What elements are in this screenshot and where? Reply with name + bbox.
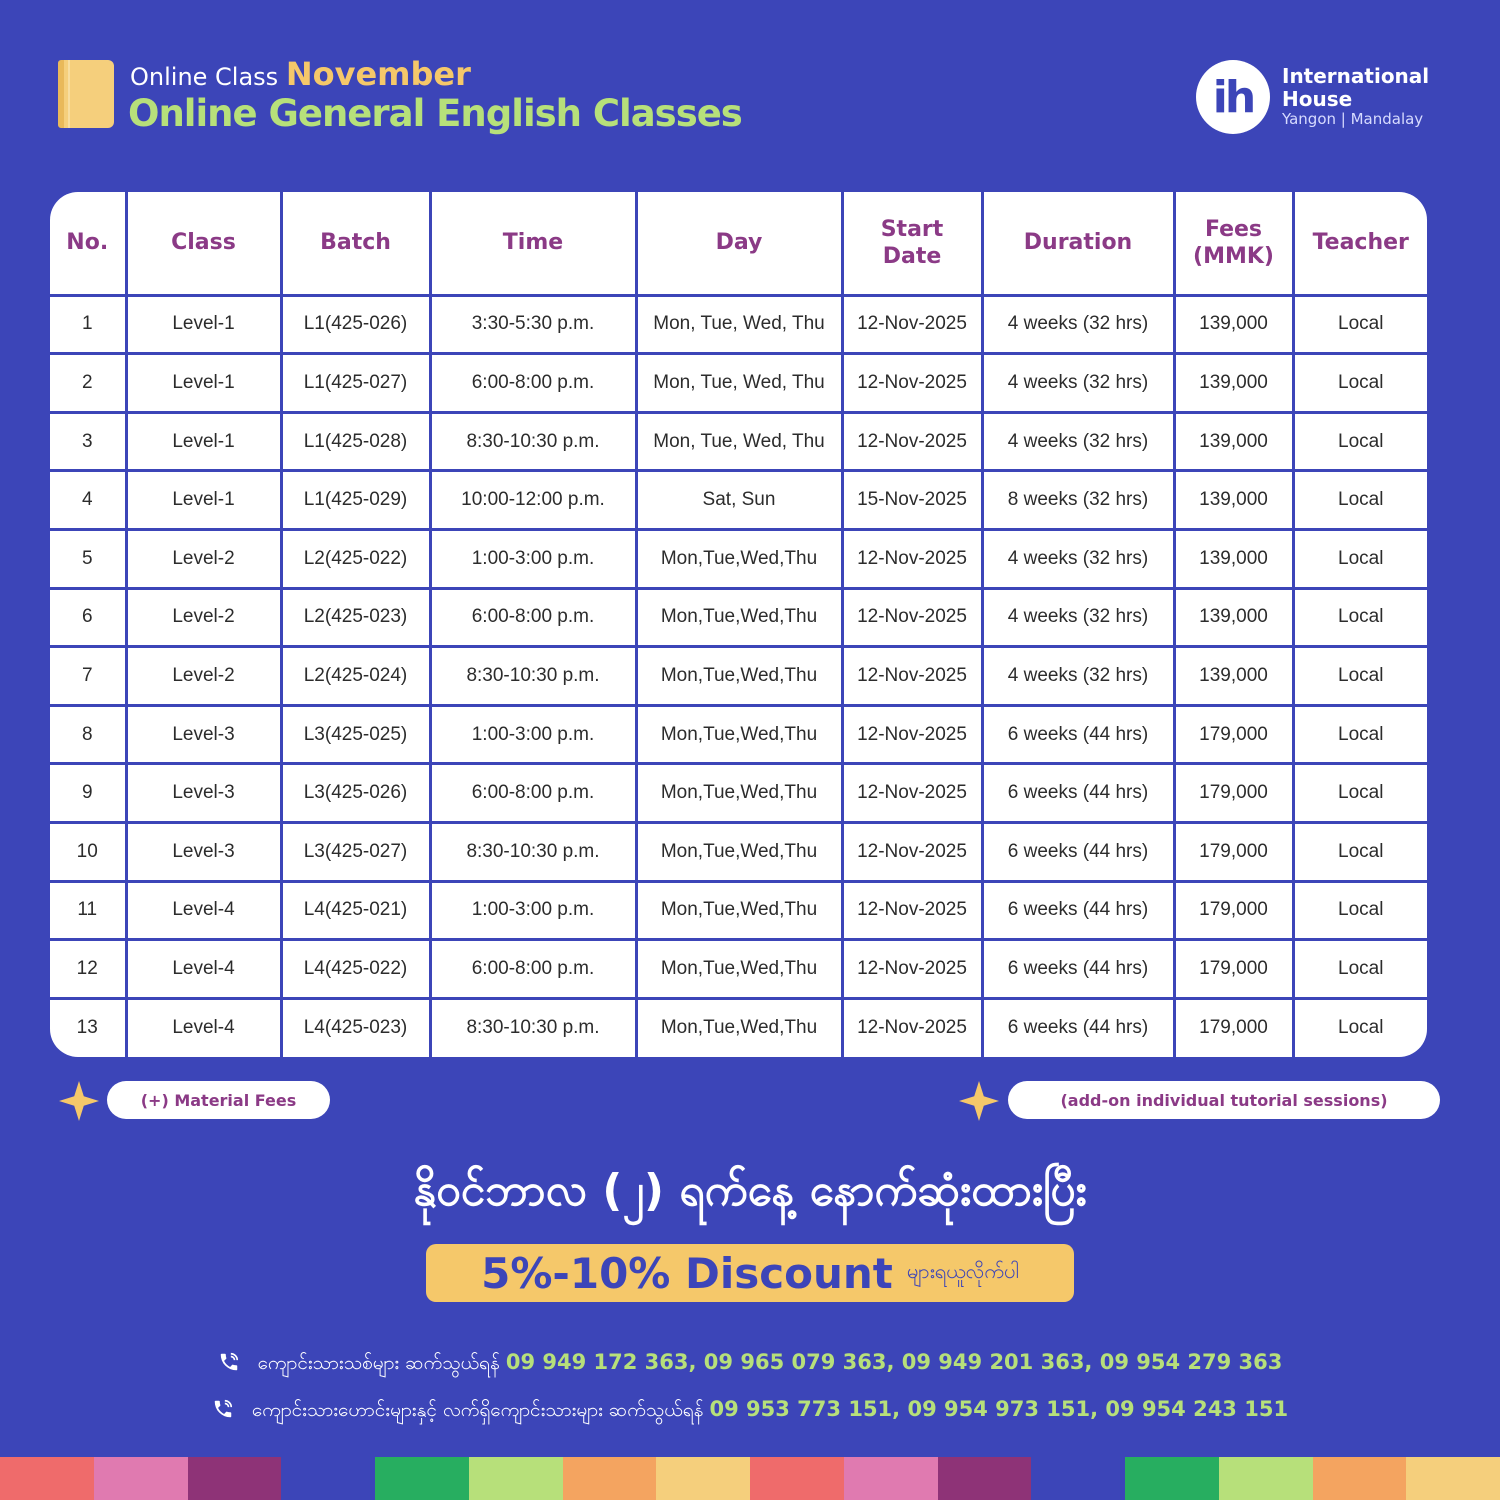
cell-class: Level-1 [126, 412, 281, 471]
color-strip-segment [1406, 1457, 1500, 1500]
color-strip [0, 1457, 1500, 1500]
cell-teacher: Local [1293, 529, 1427, 588]
cell-start-date: 12-Nov-2025 [842, 295, 982, 354]
contact-phones: 09 953 773 151, 09 954 973 151, 09 954 243 151 [709, 1397, 1289, 1421]
cell-fees: 179,000 [1174, 705, 1293, 764]
cell-teacher: Local [1293, 647, 1427, 706]
cell-teacher: Local [1293, 471, 1427, 530]
color-strip-segment [563, 1457, 657, 1500]
cell-time: 8:30-10:30 p.m. [430, 998, 636, 1057]
cell-batch: L1(425-026) [281, 295, 430, 354]
table-row [50, 940, 1427, 999]
title-month: November [285, 55, 471, 93]
cell-no: 2 [50, 354, 126, 413]
cell-batch: L1(425-027) [281, 354, 430, 413]
header-time: Time [430, 192, 636, 295]
cell-no: 12 [50, 940, 126, 999]
cell-batch: L2(425-024) [281, 647, 430, 706]
promo-headline: နိုဝင်ဘာလ (၂) ရက်နေ့ နောက်ဆုံးထားပြီး [413, 1165, 1087, 1216]
phone-icon [212, 1398, 234, 1420]
cell-teacher: Local [1293, 295, 1427, 354]
color-strip-segment [1125, 1457, 1219, 1500]
cell-start-date: 15-Nov-2025 [842, 471, 982, 530]
cell-no: 8 [50, 705, 126, 764]
logo-locations: Yangon | Mandalay [1282, 110, 1424, 128]
page-title: Online General English Classes [128, 92, 742, 135]
cell-teacher: Local [1293, 588, 1427, 647]
color-strip-segment [1031, 1457, 1125, 1500]
discount-text: 5%-10% Discount [481, 1248, 893, 1298]
cell-fees: 139,000 [1174, 471, 1293, 530]
logo-name-line1: International [1282, 64, 1430, 88]
cell-teacher: Local [1293, 940, 1427, 999]
cell-batch: L4(425-021) [281, 881, 430, 940]
cell-fees: 139,000 [1174, 647, 1293, 706]
cell-teacher: Local [1293, 998, 1427, 1057]
contact-new-students [0, 1350, 1500, 1379]
table-row [50, 705, 1427, 764]
cell-class: Level-1 [126, 295, 281, 354]
contact-current-students [0, 1397, 1500, 1426]
table-row [50, 529, 1427, 588]
contact-label: ကျောင်းသားဟောင်းများနှင့် လက်ရှိကျောင်းသားများ ဆက်သွယ်ရန် [251, 1399, 704, 1421]
color-strip-segment [375, 1457, 469, 1500]
cell-time: 1:00-3:00 p.m. [430, 705, 636, 764]
table-row [50, 647, 1427, 706]
header-start-date: Start Date [842, 192, 982, 295]
cell-duration: 4 weeks (32 hrs) [982, 412, 1174, 471]
cell-no: 13 [50, 998, 126, 1057]
contact-label: ကျောင်းသားသစ်များ ဆက်သွယ်ရန် [257, 1352, 500, 1374]
cell-start-date: 12-Nov-2025 [842, 881, 982, 940]
color-strip-segment [938, 1457, 1032, 1500]
cell-teacher: Local [1293, 354, 1427, 413]
cell-day: Mon,Tue,Wed,Thu [636, 940, 842, 999]
cell-teacher: Local [1293, 764, 1427, 823]
color-strip-segment [281, 1457, 375, 1500]
cell-start-date: 12-Nov-2025 [842, 588, 982, 647]
cell-time: 3:30-5:30 p.m. [430, 295, 636, 354]
cell-time: 8:30-10:30 p.m. [430, 647, 636, 706]
cell-day: Mon,Tue,Wed,Thu [636, 588, 842, 647]
cell-day: Mon,Tue,Wed,Thu [636, 822, 842, 881]
cell-start-date: 12-Nov-2025 [842, 529, 982, 588]
title-prefix [130, 55, 471, 93]
sparkle-icon [59, 1081, 99, 1121]
cell-duration: 6 weeks (44 hrs) [982, 998, 1174, 1057]
cell-batch: L3(425-027) [281, 822, 430, 881]
cell-class: Level-3 [126, 705, 281, 764]
table-header-row [50, 192, 1427, 295]
color-strip-segment [0, 1457, 94, 1500]
cell-start-date: 12-Nov-2025 [842, 940, 982, 999]
cell-duration: 4 weeks (32 hrs) [982, 529, 1174, 588]
cell-fees: 139,000 [1174, 354, 1293, 413]
schedule-table [50, 192, 1427, 1057]
header-day: Day [636, 192, 842, 295]
cell-no: 5 [50, 529, 126, 588]
header-class: Class [126, 192, 281, 295]
cell-no: 6 [50, 588, 126, 647]
cell-fees: 139,000 [1174, 412, 1293, 471]
cell-class: Level-3 [126, 822, 281, 881]
cell-day: Mon,Tue,Wed,Thu [636, 647, 842, 706]
color-strip-segment [1313, 1457, 1407, 1500]
table-row [50, 764, 1427, 823]
table-row [50, 998, 1427, 1057]
cell-no: 7 [50, 647, 126, 706]
cell-time: 1:00-3:00 p.m. [430, 881, 636, 940]
logo-name-line2: House [1282, 87, 1353, 111]
cell-fees: 179,000 [1174, 940, 1293, 999]
cell-teacher: Local [1293, 412, 1427, 471]
cell-duration: 4 weeks (32 hrs) [982, 295, 1174, 354]
header-teacher: Teacher [1293, 192, 1427, 295]
cell-fees: 179,000 [1174, 822, 1293, 881]
cell-duration: 4 weeks (32 hrs) [982, 354, 1174, 413]
cell-day: Sat, Sun [636, 471, 842, 530]
cell-duration: 4 weeks (32 hrs) [982, 588, 1174, 647]
cell-day: Mon,Tue,Wed,Thu [636, 998, 842, 1057]
header-no: No. [50, 192, 126, 295]
cell-batch: L2(425-023) [281, 588, 430, 647]
cell-no: 3 [50, 412, 126, 471]
cell-duration: 4 weeks (32 hrs) [982, 647, 1174, 706]
cell-start-date: 12-Nov-2025 [842, 822, 982, 881]
color-strip-segment [94, 1457, 188, 1500]
cell-start-date: 12-Nov-2025 [842, 412, 982, 471]
cell-start-date: 12-Nov-2025 [842, 998, 982, 1057]
table-row [50, 412, 1427, 471]
cell-time: 8:30-10:30 p.m. [430, 412, 636, 471]
discount-suffix: များရယူလိုက်ပါ [906, 1259, 1019, 1283]
cell-batch: L2(425-022) [281, 529, 430, 588]
cell-time: 6:00-8:00 p.m. [430, 940, 636, 999]
cell-fees: 139,000 [1174, 588, 1293, 647]
color-strip-segment [750, 1457, 844, 1500]
cell-day: Mon, Tue, Wed, Thu [636, 412, 842, 471]
cell-batch: L3(425-025) [281, 705, 430, 764]
cell-class: Level-4 [126, 940, 281, 999]
phone-icon [218, 1351, 240, 1373]
ih-logo: ih [1196, 60, 1270, 134]
cell-batch: L4(425-022) [281, 940, 430, 999]
cell-no: 1 [50, 295, 126, 354]
cell-day: Mon,Tue,Wed,Thu [636, 529, 842, 588]
cell-duration: 6 weeks (44 hrs) [982, 940, 1174, 999]
cell-fees: 179,000 [1174, 881, 1293, 940]
cell-time: 6:00-8:00 p.m. [430, 764, 636, 823]
book-icon [58, 60, 114, 128]
cell-teacher: Local [1293, 822, 1427, 881]
cell-duration: 6 weeks (44 hrs) [982, 764, 1174, 823]
cell-teacher: Local [1293, 705, 1427, 764]
cell-class: Level-2 [126, 647, 281, 706]
cell-batch: L4(425-023) [281, 998, 430, 1057]
cell-batch: L1(425-028) [281, 412, 430, 471]
cell-fees: 139,000 [1174, 295, 1293, 354]
cell-day: Mon,Tue,Wed,Thu [636, 764, 842, 823]
cell-fees: 139,000 [1174, 529, 1293, 588]
color-strip-segment [1219, 1457, 1313, 1500]
color-strip-segment [844, 1457, 938, 1500]
material-fees-note: (+) Material Fees [107, 1081, 330, 1119]
cell-fees: 179,000 [1174, 764, 1293, 823]
cell-time: 6:00-8:00 p.m. [430, 588, 636, 647]
cell-fees: 179,000 [1174, 998, 1293, 1057]
header-duration: Duration [982, 192, 1174, 295]
discount-badge [426, 1244, 1074, 1302]
cell-class: Level-2 [126, 529, 281, 588]
cell-start-date: 12-Nov-2025 [842, 705, 982, 764]
cell-start-date: 12-Nov-2025 [842, 647, 982, 706]
cell-day: Mon, Tue, Wed, Thu [636, 295, 842, 354]
cell-time: 1:00-3:00 p.m. [430, 529, 636, 588]
cell-class: Level-3 [126, 764, 281, 823]
cell-batch: L3(425-026) [281, 764, 430, 823]
cell-day: Mon,Tue,Wed,Thu [636, 705, 842, 764]
table-row [50, 471, 1427, 530]
cell-no: 10 [50, 822, 126, 881]
cell-teacher: Local [1293, 881, 1427, 940]
table-row [50, 354, 1427, 413]
cell-no: 9 [50, 764, 126, 823]
color-strip-segment [656, 1457, 750, 1500]
cell-class: Level-2 [126, 588, 281, 647]
cell-class: Level-4 [126, 998, 281, 1057]
title-prefix-text: Online Class [130, 63, 279, 91]
cell-class: Level-1 [126, 354, 281, 413]
tutorial-sessions-note: (add-on individual tutorial sessions) [1008, 1081, 1440, 1119]
cell-time: 10:00-12:00 p.m. [430, 471, 636, 530]
cell-day: Mon,Tue,Wed,Thu [636, 881, 842, 940]
cell-class: Level-1 [126, 471, 281, 530]
cell-day: Mon, Tue, Wed, Thu [636, 354, 842, 413]
cell-no: 4 [50, 471, 126, 530]
cell-class: Level-4 [126, 881, 281, 940]
table-row [50, 295, 1427, 354]
cell-duration: 8 weeks (32 hrs) [982, 471, 1174, 530]
color-strip-segment [188, 1457, 282, 1500]
header-fees: Fees (MMK) [1174, 192, 1293, 295]
cell-no: 11 [50, 881, 126, 940]
cell-duration: 6 weeks (44 hrs) [982, 705, 1174, 764]
cell-start-date: 12-Nov-2025 [842, 354, 982, 413]
table-body [50, 295, 1427, 1057]
cell-duration: 6 weeks (44 hrs) [982, 822, 1174, 881]
cell-duration: 6 weeks (44 hrs) [982, 881, 1174, 940]
cell-time: 6:00-8:00 p.m. [430, 354, 636, 413]
cell-time: 8:30-10:30 p.m. [430, 822, 636, 881]
cell-batch: L1(425-029) [281, 471, 430, 530]
color-strip-segment [469, 1457, 563, 1500]
table-row [50, 881, 1427, 940]
contact-phones: 09 949 172 363, 09 965 079 363, 09 949 201 363, 09 954 279 363 [505, 1350, 1283, 1374]
header-batch: Batch [281, 192, 430, 295]
cell-start-date: 12-Nov-2025 [842, 764, 982, 823]
sparkle-icon [959, 1081, 999, 1121]
table-row [50, 822, 1427, 881]
table-row [50, 588, 1427, 647]
